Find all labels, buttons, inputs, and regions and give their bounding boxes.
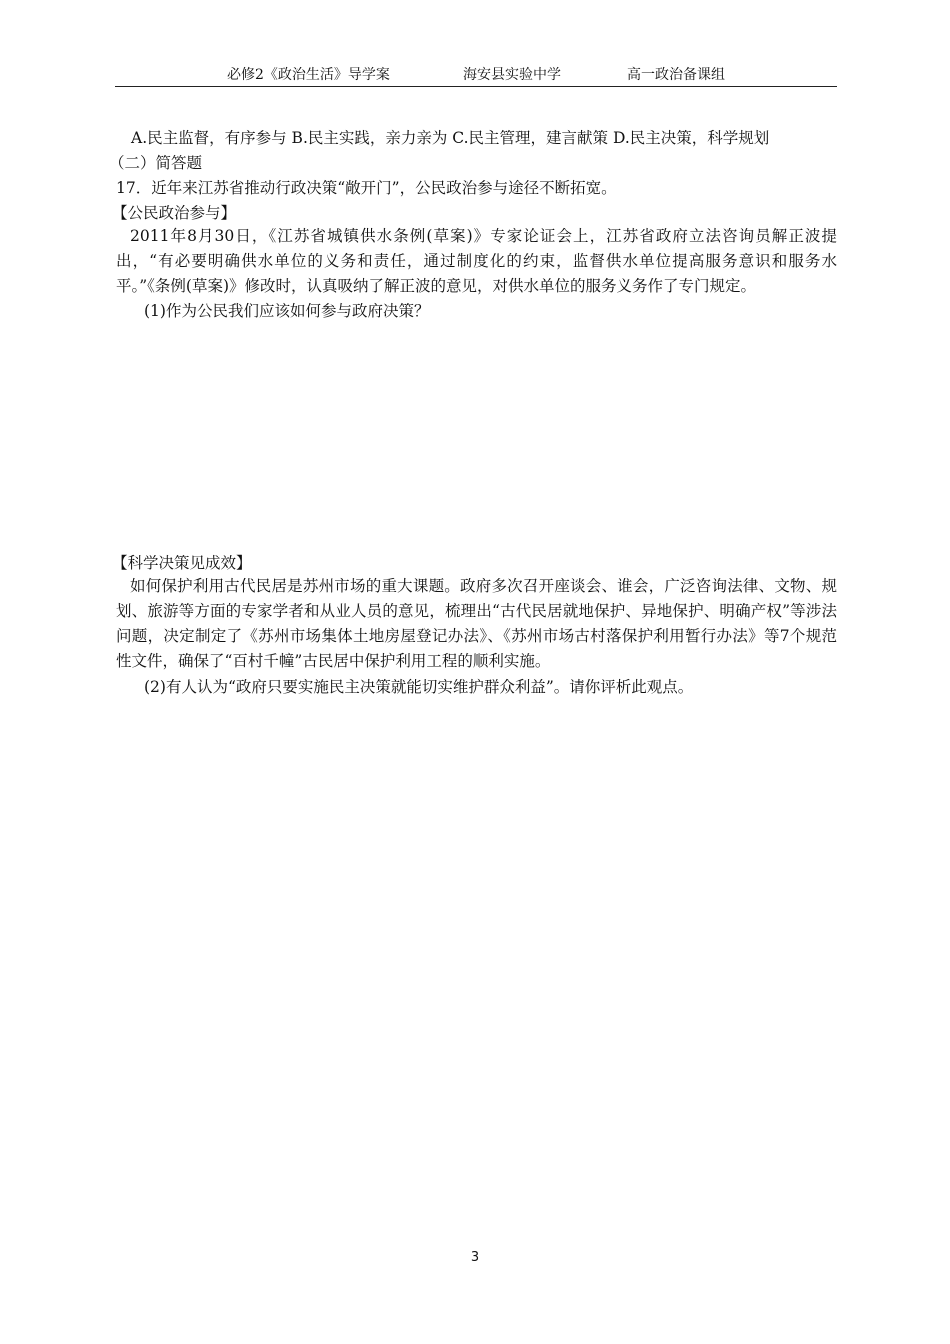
section-title: （二）简答题	[109, 154, 203, 172]
block-text-decision: 如何保护利用古代民居是苏州市场的重大课题。政府多次召开座谈会、谁会，广泛咨询法律、文物、规划、旅游等方面的专家学者和从业人员的意见，梳理出“古代民居就地保护、异地保护、明确产权”等涉法问题，决定制定了《苏州市场集体土地房屋登记办法》、《苏州市场古村落保护利用暂行办法》等7个规范性文件，确保了“百村千幢”古民居中保护利用工程的顺利实施。	[116, 577, 837, 670]
page-number: 3	[470, 1250, 480, 1265]
page-header	[115, 62, 837, 87]
block-heading-participation: 【公民政治参与】	[112, 204, 237, 222]
sub-question-1: (1)作为公民我们应该如何参与政府决策？	[144, 302, 430, 320]
header-course-title: 必修2《政治生活》导学案	[227, 67, 390, 83]
block-heading-decision: 【科学决策见成效】	[112, 554, 252, 572]
header-group-name: 高一政治备课组	[627, 67, 725, 83]
answer-options: A.民主监督，有序参与 B.民主实践，亲力亲为 C.民主管理，建言献策 D.民主决策，科学规划	[131, 129, 770, 147]
sub-question-2: (2)有人认为“政府只要实施民主决策就能切实维护群众利益”。请你评析此观点。	[144, 678, 694, 696]
header-school-name: 海安县实验中学	[463, 67, 561, 83]
block-text-participation: 2011年8月30日，《江苏省城镇供水条例(草案)》专家论证会上，江苏省政府立法咨询员解正波提出，“有必要明确供水单位的义务和责任，通过制度化的约束，监督供水单位提高服务意识和服务水平。”《条例(草案)》修改时，认真吸纳了解正波的意见，对供水单位的服务义务作了专门规定。	[116, 227, 837, 295]
question-17: 17．近年来江苏省推动行政决策“敞开门”，公民政治参与途径不断拓宽。	[116, 179, 617, 197]
